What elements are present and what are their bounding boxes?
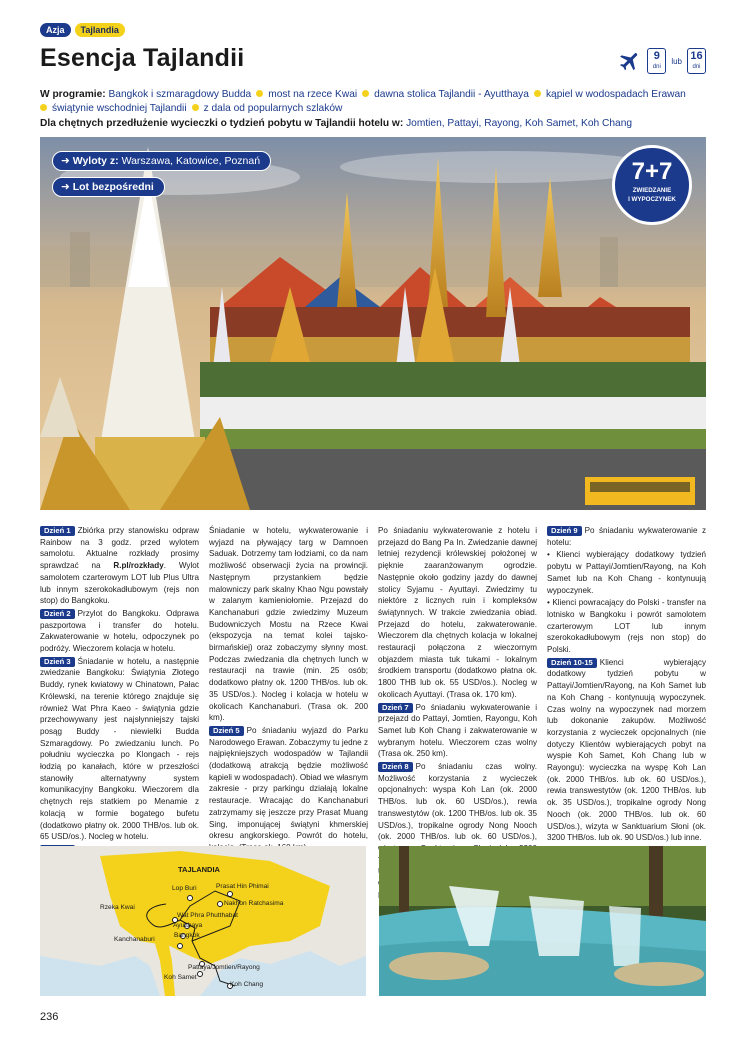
waterfall-photo (379, 846, 706, 996)
duration-or: lub (671, 56, 682, 66)
map-city: Prasat Hin Phimai (216, 883, 269, 890)
trip-duration (618, 48, 706, 74)
extension-places: Jomtien, Pattayi, Rayong, Koh Samet, Koh Chang (406, 117, 633, 129)
arrow-right-icon: ➜ (61, 181, 70, 193)
program-item: świątynie wschodniej Tajlandii (52, 103, 187, 115)
day-entry: Dzień 5 Po śniadaniu wyjazd do Parku Narodowego Erawan. Zobaczymy tu jedne z najpiękniejszych wodospadów w Tajlandii (dodatkową atrakcją będzie możliwość kąpieli w wodospadach). Obiad we własnym zakresie - przy parkingu działają lokalne restauracje. Wracając do Kanchanaburi zatrzymamy się jeszcze przy Prasat Muang Sing, imponującej świątyni khmerskiej okresu angkorskiego. Powrót do hotelu, (209, 725, 368, 841)
plane-icon (618, 49, 642, 73)
map-city: Rzeka Kwai (100, 904, 135, 911)
breadcrumb-country[interactable]: Tajlandia (75, 23, 125, 37)
day-entry: Dzień 1 Zbiórka przy stanowisku odpraw Rainbow na 3 godz. przed wylotem samolotu. Aktualne rozkłady prosimy sprawdzać na R.pl/rozkłady. Wylot samolotem czarterowym LOT lub Plus Ultra lub innym szerokokadłubowym (rejs non stop) do Bangkoku. (40, 526, 199, 606)
day-entry: Dzień 3 Śniadanie w hotelu, a następnie zwiedzanie Bangkoku: Świątynia Złotego Buddy, rynek kwiatowy w Chinatown, Pałac Królewski, na terenie którego znajduje się również Wat Phra Kaeo - świątynia gdzie przechowywany jest najsłynniejszy tajski posąg Buddy - niewielki Budda Szmaragdowy. Po zwiedzaniu lunch. Po południu wycieczka po Klongach - rejs łodzią po kanałach, które w przeszłości stanowiły alternatywny system komunikacyjny Bangkoku. Wieczorem dla chętnych rejs statkiem po Menamie z kolacją w formie bogatego bufetu (dodatkowo płatny ok. 2000 THB/os. lub ok. 65 USD/os.). Nocleg w hotelu. (40, 656, 199, 842)
day-bullet: • Klienci powracający do Polski - transfer na lotnisko w Bangkoku i powrót samolotem czarterowym LOT lub innym szerokokadłubowym (rejs non stop) do Polski. (547, 598, 706, 655)
day-entry: Dzień 2 Przylot do Bangkoku. Odprawa paszportowa i transfer do hotelu. Zakwaterowanie w hotelu, odpoczynek po podróży. Wieczorem kolacja w hotelu. (40, 608, 199, 654)
program-item: Bangkok i szmaragdowy Budda (108, 89, 252, 100)
program-item: most na rzece Kwai (268, 89, 358, 100)
direct-flight-pill: ➜ Lot bezpośredni (52, 177, 165, 197)
program-item: z dala od popularnych szlaków (203, 103, 343, 115)
day-bullet: • Klienci wybierający dodatkowy tydzień pobytu w Pattayi/Jomtien/Rayong, na Koh Samet lub na Koh Chang - kontynuują wypoczynek. (547, 550, 706, 595)
map-city: Kanchanaburi (114, 936, 155, 943)
day-entry: Dzień 8 Po śniadaniu czas wolny. Możliwość korzystania z wycieczek opcjonalnych: wyspa Koh Lan (ok. 2000 THB/os. lub ok. 60 USD/os.), rewia transwestytów (ok. 1200 THB/os. lub ok. 35 USD/os.), tropikalne ogrody Nong Nooch (ok. 2000 THB/os. lub ok. 60 USD/os.), (378, 762, 537, 842)
day-entry-continued: Śniadanie w hotelu, wykwaterowanie i wyjazd na pływający targ w Damnoen Saduak. Dotrzemy tam łodziami, co da nam możliwość obserwacji życia na prowincji. Następnym przystankiem będzie malowniczy park skalny Khao Ngu powstały w zalanym kamieniołomie. Przejazd do Kanchanaburi gdzie zwiedzimy Muzeum Budowniczych Mostu na Rzece Kwai (ekspozycja na temat kolei tajsko-birmańskiej) oraz zobaczymy słynny most. Podczas zwiedzania dla chętnych lunch w restauracji na trawie (min. 25 osób; dodatkowo płatny ok. 1200 THB/os. lub ok. 35 USD/os.). Nocleg i kolacja w hotelu w okolicach Kanchanaburi. (Trasa ok. 200 km). (209, 526, 368, 723)
map-title: TAJLANDIA (178, 865, 220, 874)
extension-info: Dla chętnych przedłużenie wycieczki o tydzień pobytu w Tajlandii hotelu w: Jomtien, Pattayi, Rayong, Koh Samet, Koh Chang (40, 117, 633, 129)
page-title: Esencja Tajlandii (40, 44, 245, 72)
map-city: Ayutthaya (173, 922, 203, 929)
breadcrumb-region[interactable]: Azja (40, 23, 71, 37)
map-city: Lop Buri (172, 885, 197, 892)
arrow-right-icon: ➜ (61, 155, 70, 167)
day-entry-continued: Po śniadaniu wykwaterowanie z hotelu i przejazd do Bang Pa In. Zwiedzanie dawnej letniej rezydencji królewskiej położonej w pięknie zaaranżowanym ogrodzie. Następnie około godziny jazdy do dawnej stolicy Syjamu - Ayuttayi. Zwiedzimy tu niektóre z licznych ruin i kompleksów świątynnych. W trakcie zwiedzania obiad. Przejazd do hotelu, zakwaterowanie. Wieczorem dla chętnych kolacja w lokalnej restauracji połączona z wieczornym objazdem miasta tuk tukami - lokalnym środkiem transportu (dodatkowo płatna ok. 1800 THB lub ok. 55 USD/os.). Nocleg w okolicach Ayuttayi. (Trasa ok. 170 km). (378, 526, 537, 699)
page-number: 236 (40, 1011, 59, 1023)
program-item: kąpiel w wodospadach Erawan (545, 89, 686, 100)
day-entry: Dzień 7 Po śniadaniu wykwaterowanie i przejazd do Pattayi, Jomtien, Rayongu, Koh Samet lub Koh Chang i zakwaterowanie w wybranym hotelu. Wieczorem czas wolny (Trasa ok. 250 km). (378, 702, 537, 759)
breadcrumb (40, 23, 125, 37)
map-city: Wat Phra Phutthabat (177, 912, 238, 919)
map-city: Nakhon Ratchasima (224, 900, 284, 907)
map-city: Bangkok (174, 932, 200, 939)
map-city: Pattaya/Jomtien/Rayong (188, 964, 260, 971)
map-city: Koh Samet (164, 974, 197, 981)
flights-pill: ➜ Wyloty z: Warszawa, Katowice, Poznań (52, 151, 271, 171)
route-map (40, 846, 366, 996)
program-item: dawna stolica Tajlandii - Ayutthaya (374, 89, 529, 100)
day-entry: Dzień 10-15 Klienci wybierający dodatkowy tydzień pobytu w Pattayi/Jomtien/Rayong, na Koh Samet lub na Koh Chang - kontynuują wypoczynek. Czas wolny na wypoczynek nad morzem lub dokonanie zakupów. Możliwość korzystania z wycieczek opcjonalnych (nie dotyczy Klientów wybierających pobyt na wyspie Koh Samet, Koh Chang lub w Rayongu): wycieczka na wyspę Koh Lan (ok. 2000 THB/os. lub ok. 60 USD/os.), rewia transwestytów (ok. 1200 THB/os. lub ok. 35 USD/os.), tropikalne ogrody Nong Nooch (ok. 2000 THB/os. lub ok. 60 USD/os.), wizyta w Sanktuarium Słoni (ok. 3200 THB/os. lub ok. 90 USD/os.) lub inne. (547, 657, 706, 843)
duration-long: 16 dni (687, 48, 706, 74)
program-label: W programie: (40, 89, 106, 100)
temple-photo (40, 137, 706, 510)
map-city: Koh Chang (230, 981, 263, 988)
sightseeing-badge: 7+7 ZWIEDZANIE I WYPOCZYNEK (612, 145, 692, 225)
program-summary (40, 88, 720, 131)
duration-short: 9 dni (647, 48, 666, 74)
day-entry: Dzień 9 Po śniadaniu wykwaterowanie z hotelu: (547, 526, 706, 547)
